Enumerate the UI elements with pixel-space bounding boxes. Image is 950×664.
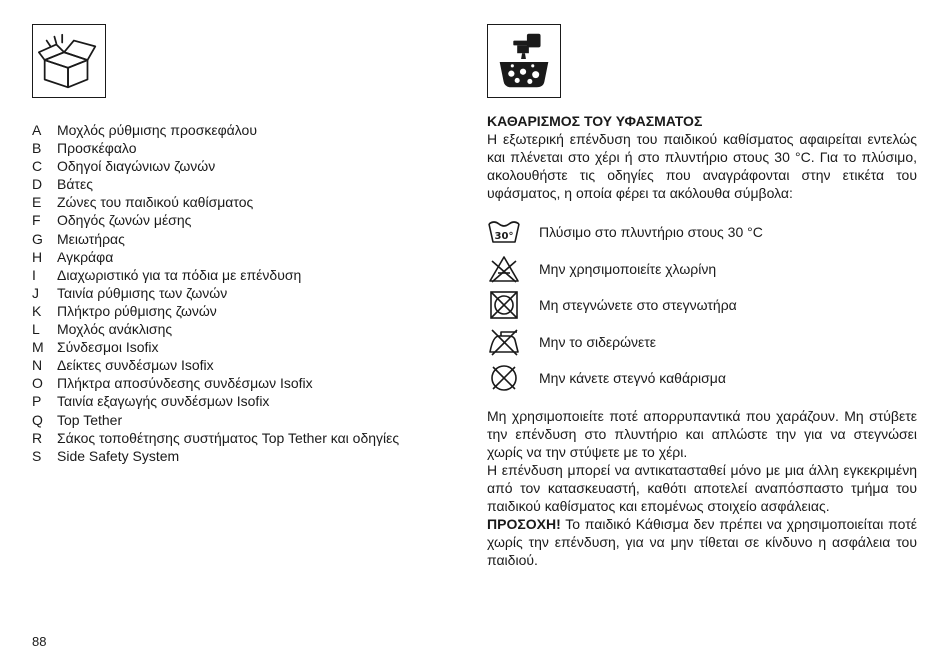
part-label: Βάτες: [57, 176, 93, 193]
symbol-label: Μην κάνετε στεγνό καθάρισμα: [539, 370, 726, 387]
part-label: Αγκράφα: [57, 248, 114, 265]
list-item: [487, 251, 917, 288]
part-label: Μειωτήρας: [57, 230, 125, 247]
part-letter: K: [32, 302, 42, 319]
warning-text: Το παιδικό Κάθισμα δεν πρέπει να χρησιμοποιείται ποτέ χωρίς την επένδυση, για να μην τίθεται σε κίνδυνο η ασφάλεια του παιδιού.: [487, 515, 917, 568]
list-item: [32, 230, 399, 248]
list-item: [32, 193, 399, 211]
part-label: Σάκος τοποθέτησης συστήματος Top Tether και οδηγίες: [57, 429, 400, 446]
part-label: Μοχλός ρύθμισης προσκεφάλου: [57, 122, 257, 138]
list-item: [487, 214, 917, 251]
part-label: Προσκέφαλο: [57, 140, 137, 157]
part-label: Οδηγοί διαγώνιων ζωνών: [57, 158, 216, 175]
part-letter: L: [32, 321, 40, 338]
part-letter: B: [32, 140, 42, 157]
page-number: 88: [32, 634, 47, 649]
list-item: [32, 356, 399, 374]
part-letter: O: [32, 375, 43, 392]
part-letter: D: [32, 176, 43, 193]
part-label: Πλήκτρα αποσύνδεσης συνδέσμων Isofix: [57, 375, 313, 392]
list-item: [32, 284, 399, 302]
part-letter: R: [32, 429, 43, 446]
part-letter: I: [32, 266, 36, 283]
parts-list: [32, 121, 399, 465]
symbol-label: Μην χρησιμοποιείτε χλωρίνη: [539, 260, 717, 277]
part-letter: N: [32, 357, 43, 374]
intro-paragraph: Η εξωτερική επένδυση του παιδικού καθίσματος αφαιρείται εντελώς και πλένεται στο χέρι ή στο πλυντήριο στους 30 °C. Για το πλύσιμο, ακολουθήστε τις οδηγίες που αναγράφονται στην ετικέτα του υφάσματος, η οποία φέρει τα ακόλουθα σύμβολα:: [487, 131, 917, 201]
part-label: Ταινία ρύθμισης των ζωνών: [57, 284, 228, 301]
part-letter: C: [32, 158, 43, 175]
list-item: [32, 338, 399, 356]
list-item: [32, 266, 399, 284]
part-letter: Q: [32, 411, 43, 428]
part-letter: M: [32, 339, 44, 356]
part-letter: E: [32, 194, 42, 211]
list-item: [487, 287, 917, 324]
part-label: Side Safety System: [57, 447, 180, 464]
box-contents-icon: [32, 24, 106, 98]
part-letter: S: [32, 447, 42, 464]
wash-temp: 30°: [494, 231, 514, 243]
no-tumble-dry-icon: [487, 291, 521, 319]
section-heading: ΚΑΘΑΡΙΣΜΟΣ ΤΟΥ ΥΦΑΣΜΑΤΟΣ: [487, 113, 703, 129]
part-label: Ζώνες του παιδικού καθίσματος: [57, 194, 254, 211]
part-letter: A: [32, 122, 42, 138]
part-letter: F: [32, 212, 41, 229]
part-label: Πλήκτρο ρύθμισης ζωνών: [57, 302, 217, 319]
replacement-paragraph: Η επένδυση μπορεί να αντικατασταθεί μόνο με μια άλλη εγκεκριμένη από τον κατασκευαστή, καθότι αποτελεί αναπόσπαστο τμήμα του παιδικού καθίσματος και επομένως στοιχείο ασφάλειας.: [487, 461, 917, 514]
list-item: [32, 139, 399, 157]
part-label: Δείκτες συνδέσμων Isofix: [57, 357, 214, 374]
part-letter: G: [32, 230, 43, 247]
list-item: [32, 248, 399, 266]
warning-label: ΠΡΟΣΟΧΗ!: [487, 515, 561, 532]
list-item: [487, 360, 917, 397]
list-item: [32, 429, 399, 447]
part-letter: J: [32, 284, 39, 301]
part-letter: H: [32, 248, 43, 265]
list-item: [32, 157, 399, 175]
care-symbols-list: [487, 214, 917, 397]
list-item: [32, 374, 399, 392]
list-item: [32, 175, 399, 193]
wash-30-icon: [487, 218, 521, 246]
part-label: Σύνδεσμοι Isofix: [57, 339, 159, 356]
part-label: Οδηγός ζωνών μέσης: [57, 212, 192, 229]
part-label: Μοχλός ανάκλισης: [57, 321, 173, 338]
no-dry-clean-icon: [487, 364, 521, 392]
warning-paragraph: [487, 515, 917, 569]
symbol-label: Μη στεγνώνετε στο στεγνωτήρα: [539, 297, 737, 314]
part-letter: P: [32, 393, 42, 410]
fabric-cleaning-section: [487, 112, 917, 569]
list-item: [32, 392, 399, 410]
detergent-paragraph: Μη χρησιμοποιείτε ποτέ απορρυπαντικά που χαράζουν. Μη στύβετε την επένδυση στο πλυντήριο και απλώστε την για να στεγνώσει χωρίς να την στύψετε με το χέρι.: [487, 407, 917, 460]
part-label: Top Tether: [57, 411, 123, 428]
part-label: Διαχωριστικό για τα πόδια με επένδυση: [57, 266, 302, 283]
list-item: [32, 121, 399, 139]
list-item: [32, 302, 399, 320]
symbol-label: Πλύσιμο στο πλυντήριο στους 30 °C: [539, 224, 763, 241]
list-item: [32, 411, 399, 429]
list-item: [32, 211, 399, 229]
no-iron-icon: [487, 328, 521, 356]
part-label: Ταινία εξαγωγής συνδέσμων Isofix: [57, 393, 270, 410]
list-item: [487, 324, 917, 361]
list-item: [32, 447, 399, 465]
washing-icon: [487, 24, 561, 98]
list-item: [32, 320, 399, 338]
no-bleach-icon: [487, 255, 521, 283]
symbol-label: Μην το σιδερώνετε: [539, 333, 657, 350]
